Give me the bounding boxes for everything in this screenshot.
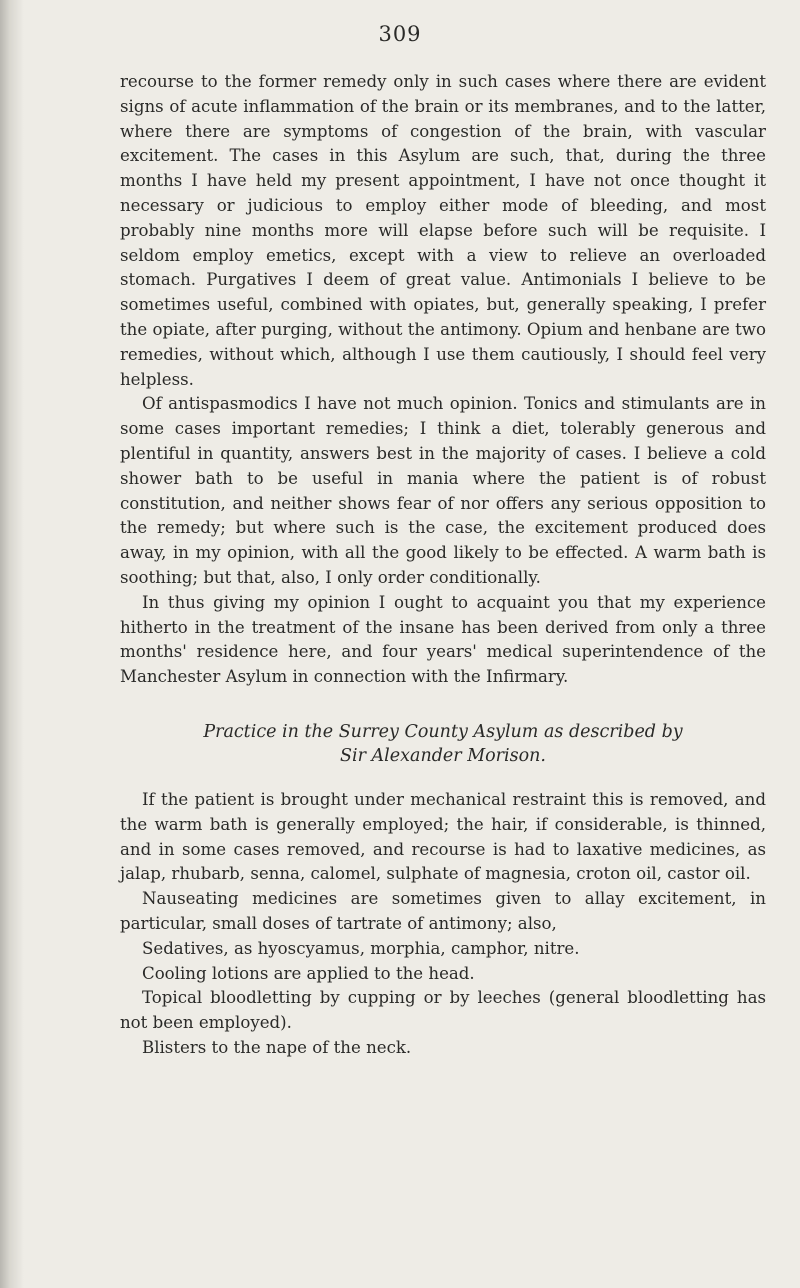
paragraph-5: Nauseating medicines are sometimes given to allay excitement, in particular, small doses of tartrate of antimony; also,: [120, 889, 766, 933]
paragraph-6: Sedatives, as hyoscyamus, morphia, camphor, nitre.: [142, 938, 580, 958]
paragraph-7: Cooling lotions are applied to the head.: [142, 963, 475, 983]
paragraph-8: Topical bloodletting by cupping or by leeches (general bloodletting has not been employed).: [120, 988, 766, 1033]
paragraph-9: Blisters to the nape of the neck.: [142, 1037, 412, 1057]
paragraph-4: If the patient is brought under mechanical restraint this is removed, and the warm bath is generally employed; the hair, if considerable, is thinned, and in some cases removed, and recourse is had to laxative medicines, as jalap, rhubarb, senna, calomel, sulphate of magnesia, croton oil, castor oil.: [120, 789, 766, 884]
page-body: [120, 70, 766, 1061]
section-heading-line-1: Practice in the Surrey County Asylum as described by: [203, 721, 683, 742]
page-gutter-shadow: [0, 0, 24, 1288]
section-heading-line-2: Sir Alexander Morison.: [340, 745, 546, 766]
paragraph-2: Of antispasmodics I have not much opinion. Tonics and stimulants are in some cases important remedies; I think a diet, tolerably generous and plentiful in quantity, answers best in the majority of cases. I believe a cold shower bath to be useful in mania where the patient is of robust constitution, and neither shows fear of nor offers any serious opposition to the remedy; but where such is the case, the excitement produced does away, in my opinion, with all the good likely to be effected. A warm bath is soothing; but that, also, I only order conditionally.: [120, 394, 766, 587]
paragraph-3: In thus giving my opinion I ought to acquaint you that my experience hitherto in the treatment of the insane has been derived from only a three months' residence here, and four years' medical superintendence of the Manchester Asylum in connection with the Infirmary.: [120, 592, 766, 687]
paragraph-1: recourse to the former remedy only in such cases where there are evident signs of acute inflammation of the brain or its membranes, and to the latter, where there are symptoms of congestion of the brain, with vascular excitement. The cases in this Asylum are such, that, during the three months I have held my present appointment, I have not once thought it necessary or judicious to employ either mode of bleeding, and most probably nine months more will elapse before such will be requisite. I seldom employ emetics, except with a view to relieve an overloaded stomach. Purgatives I deem of great value. Antimonials I believe to be sometimes useful, combined with opiates, but, generally speaking, I prefer the opiate, after purging, without the antimony. Opium and henbane are two remedies, without which, although I use them cautiously, I should feel very helpless.: [120, 72, 766, 389]
section-heading: [120, 720, 766, 768]
page-number: 309: [378, 22, 422, 46]
